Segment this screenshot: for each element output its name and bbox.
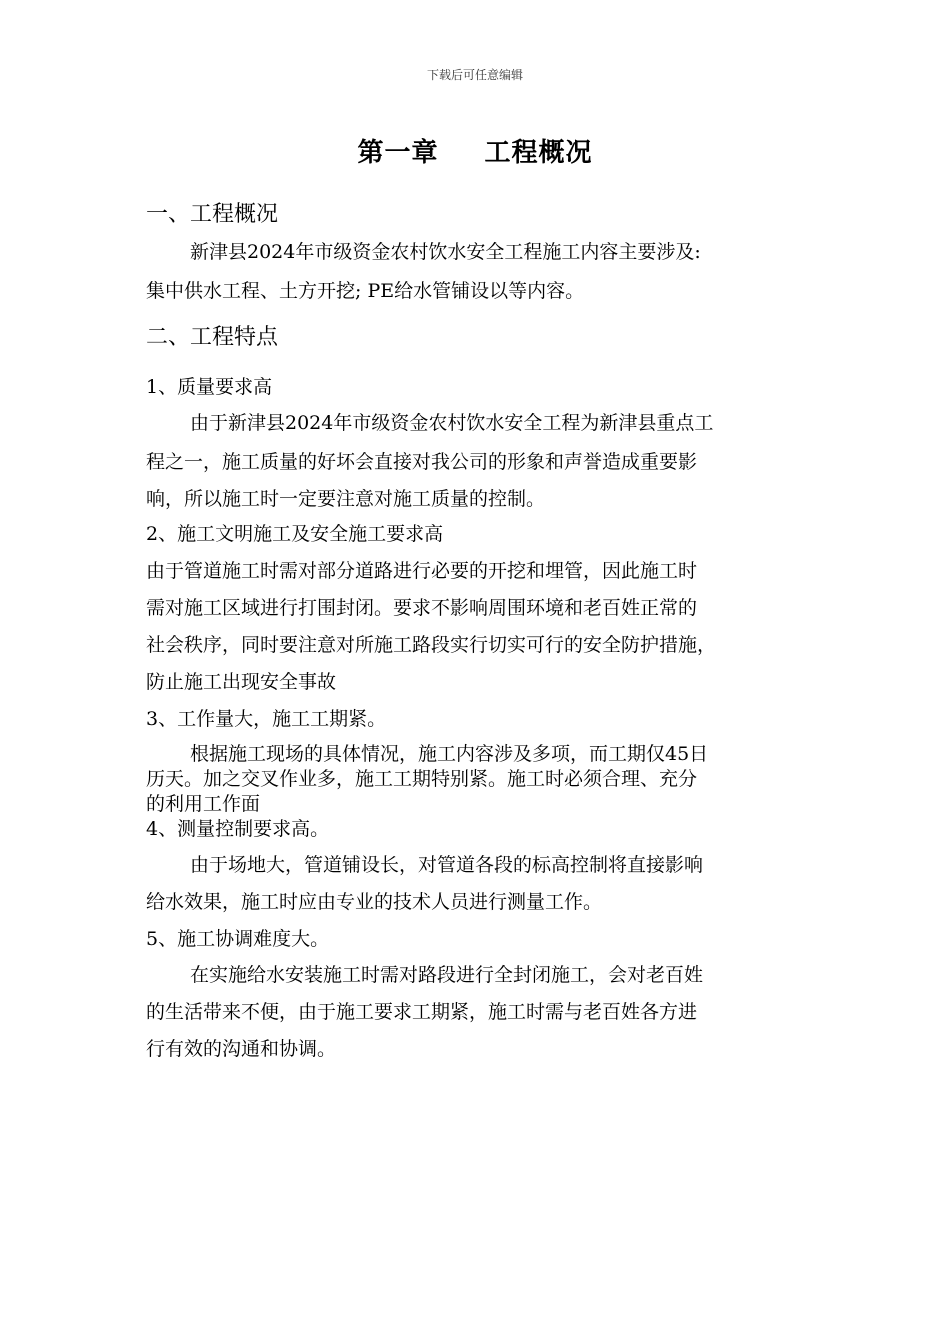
paragraph-line: 由于场地大，管道铺设长，对管道各段的标高控制将直接影响 (190, 854, 704, 876)
paragraph-line: 程之一，施工质量的好坏会直接对我公司的形象和声誉造成重要影 (146, 451, 698, 473)
paragraph-line: 的生活带来不便，由于施工要求工期紧，施工时需与老百姓各方进 (146, 1001, 698, 1023)
page-header: 下载后可任意编辑 (426, 68, 523, 82)
paragraph-line: 根据施工现场的具体情况，施工内容涉及多项，而工期仅45日 (190, 743, 709, 765)
item-title: 3、工作量大，施工工期紧。 (146, 708, 387, 730)
paragraph-line: 行有效的沟通和协调。 (146, 1038, 337, 1060)
item-title: 1、质量要求高 (146, 376, 273, 398)
paragraph-line: 新津县2024年市级资金农村饮水安全工程施工内容主要涉及: (190, 241, 701, 263)
paragraph-line: 给水效果，施工时应由专业的技术人员进行测量工作。 (146, 891, 603, 913)
paragraph-line: 集中供水工程、土方开挖; PE给水管铺设以等内容。 (146, 280, 585, 302)
item-title: 2、施工文明施工及安全施工要求高 (146, 523, 444, 545)
paragraph-line: 历天。加之交叉作业多，施工工期特别紧。施工时必须合理、充分 (146, 768, 698, 790)
section-heading-overview: 一、工程概况 (146, 202, 279, 227)
paragraph-line: 需对施工区域进行打围封闭。要求不影响周围环境和老百姓正常的 (146, 597, 698, 619)
paragraph-line: 由于管道施工时需对部分道路进行必要的开挖和埋管，因此施工时 (146, 560, 698, 582)
chapter-name: 工程概况 (484, 138, 593, 168)
paragraph-line: 在实施给水安装施工时需对路段进行全封闭施工，会对老百姓 (190, 964, 704, 986)
section-heading-features: 二、工程特点 (146, 325, 279, 350)
paragraph-line: 社会秩序，同时要注意对所施工路段实行切实可行的安全防护措施， (146, 634, 717, 656)
item-title: 5、施工协调难度大。 (146, 928, 330, 950)
paragraph-line: 的利用工作面 (146, 793, 261, 815)
paragraph-line: 防止施工出现安全事故 (146, 671, 337, 693)
chapter-title (0, 132, 950, 169)
item-title: 4、测量控制要求高。 (146, 818, 330, 840)
paragraph-line: 由于新津县2024年市级资金农村饮水安全工程为新津县重点工 (190, 412, 714, 434)
paragraph-line: 响，所以施工时一定要注意对施工质量的控制。 (146, 488, 546, 510)
chapter-number: 第一章 (357, 138, 439, 168)
